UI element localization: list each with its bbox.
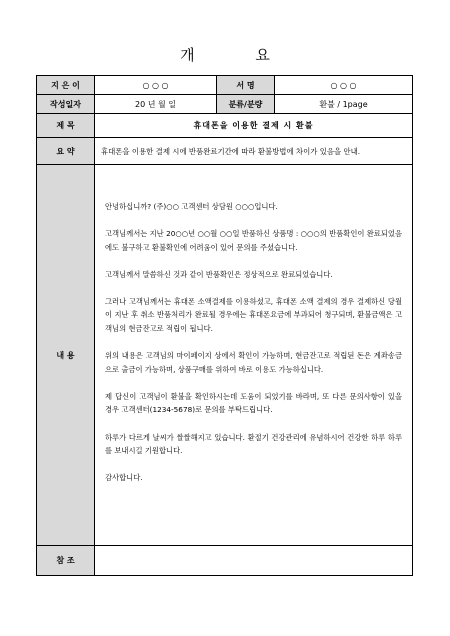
subject-row — [37, 114, 413, 138]
reference-label: 참 조 — [37, 546, 95, 576]
summary-form — [36, 75, 413, 576]
content-paragraph: 제 답신이 고객님이 환불을 확인하시는데 도움이 되었기를 바라며, 또 다른 문의사항이 있을 경우 고객센터(1234-5678)로 문의를 부탁드립니다. — [105, 391, 402, 415]
reference-value — [95, 546, 413, 576]
date-value: 20 년 월 일 — [95, 95, 217, 114]
subject-value: 휴대폰을 이용한 결제 시 환불 — [95, 114, 413, 138]
content-paragraph: 위의 내용은 고객님의 마이페이지 상에서 확인이 가능하며, 현금잔고로 적립된 돈은 계좌송금으로 출금이 가능하며, 상품구매를 위하여 바로 이용도 가능하십니다. — [105, 351, 402, 374]
reference-row — [37, 546, 413, 576]
content-paragraph: 고객님께서 말씀하신 것과 같이 반품확인은 정상적으로 완료되었습니다. — [105, 269, 333, 279]
summary-row — [37, 138, 413, 165]
author-row — [37, 76, 413, 95]
content-label: 내 용 — [37, 165, 95, 546]
content-row — [37, 165, 413, 546]
date-label: 작성일자 — [37, 95, 95, 114]
subject-label: 제 목 — [37, 114, 95, 138]
content-paragraph: 하루가 다르게 날씨가 쌀쌀해지고 있습니다. 환절기 건강관리에 유념하시어 건강한 하루 하루를 보내시길 기원합니다. — [105, 432, 402, 456]
document-title: 개 요 — [180, 46, 298, 64]
summary-label: 요 약 — [37, 138, 95, 165]
author-label: 지 은 이 — [37, 76, 95, 95]
date-row — [37, 95, 413, 114]
content-paragraph: 고객님께서는 지난 20○○년 ○○월 ○○일 반품하신 상품명 : ○○○의 반품확인이 완료되었음에도 불구하고 환불확인에 어려움이 있어 문의를 주셨습니다. — [105, 229, 402, 252]
content-body — [95, 165, 413, 546]
signature-value: ○ ○ ○ — [275, 76, 413, 95]
content-paragraph: 그러나 고객님께서는 휴대폰 소액결제를 이용하셨고, 휴대폰 소액 결제의 경우 결제하신 당월이 지난 후 취소 반품처리가 완료될 경우에는 휴대폰요금에 부과되어 청구되며, 환불금액은 고객님의 현금잔고로 적립이 됩니다. — [105, 296, 402, 334]
category-value: 환불 / 1page — [275, 95, 413, 114]
summary-value: 휴대폰을 이용한 결제 시에 반품완료기간에 따라 환불방법에 차이가 있음을 안내. — [95, 138, 413, 165]
content-paragraph: 감사합니다. — [105, 473, 143, 483]
author-value: ○ ○ ○ — [95, 76, 217, 95]
signature-label: 서 명 — [217, 76, 275, 95]
category-label: 분류/분량 — [217, 95, 275, 114]
content-paragraph: 안녕하십니까? (주)○○ 고객센터 상담원 ○○○입니다. — [105, 202, 278, 211]
